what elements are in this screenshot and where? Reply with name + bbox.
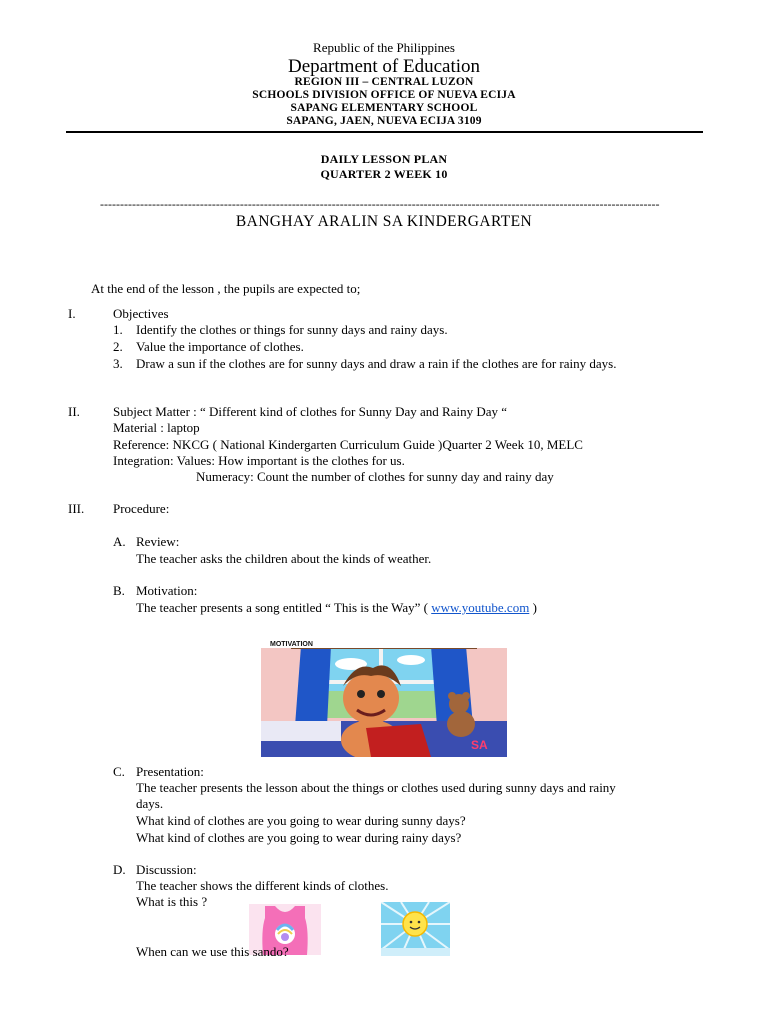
reference-text: Reference: NKCG ( National Kindergarten Curriculum Guide )Quarter 2 Week 10, MELC [113,437,583,452]
discussion-heading: Discussion: [136,862,197,877]
plan-quarter: QUARTER 2 WEEK 10 [320,167,448,181]
numeracy-text: Numeracy: Count the number of clothes for sunny day and rainy day [196,469,554,484]
motivation-heading: Motivation: [136,583,198,598]
presentation-letter: C. [113,764,125,779]
plan-title: DAILY LESSON PLAN [320,152,448,166]
review-heading: Review: [136,534,180,549]
motivation-video-image [261,636,507,757]
subject-numeral: II. [68,404,80,419]
dash-divider: -------------------------------------------------------------------------------------------------------------------------------------------- [100,197,660,211]
motivation-text [136,600,537,616]
objectives-heading: Objectives [113,306,169,321]
sun-image [381,902,450,956]
plan-subtitle: BANGHAY ARALIN SA KINDERGARTEN [235,213,533,230]
discussion-text: The teacher shows the different kinds of clothes. [136,878,389,893]
address-text: SAPANG, JAEN, NUEVA ECIJA 3109 [286,115,482,127]
objective-item: Identify the clothes or things for sunny days and rainy days. [136,322,448,337]
procedure-numeral: III. [68,501,85,516]
school-text: SAPANG ELEMENTARY SCHOOL [290,102,478,114]
presentation-text-cont: days. [136,796,164,811]
presentation-question: What kind of clothes are you going to wear during rainy days? [136,830,462,845]
review-text: The teacher asks the children about the kinds of weather. [136,551,432,566]
republic-text: Republic of the Philippines [313,40,455,55]
intro-text: At the end of the lesson , the pupils are expected to; [91,281,361,296]
region-text: REGION III – CENTRAL LUZON [294,76,474,88]
objective-item: Value the importance of clothes. [136,339,304,354]
motivation-image-label: MOTIVATION [270,641,313,648]
objective-item: Draw a sun if the clothes are for sunny days and draw a rain if the clothes are for rainy days. [136,356,617,371]
division-text: SCHOOLS DIVISION OFFICE OF NUEVA ECIJA [252,89,516,101]
objective-num: 1. [113,322,123,337]
presentation-heading: Presentation: [136,764,204,779]
objective-num: 3. [113,356,123,371]
discussion-question: When can we use this sando? [136,944,289,959]
youtube-link[interactable]: www.youtube.com [431,600,530,615]
header-rule [66,131,703,133]
subject-matter: Subject Matter : “ Different kind of clothes for Sunny Day and Rainy Day “ [113,404,507,419]
department-title: Department of Education [287,56,481,77]
motivation-text-before: The teacher presents a song entitled “ This is the Way” ( [136,600,432,615]
objective-num: 2. [113,339,123,354]
presentation-text: The teacher presents the lesson about the things or clothes used during sunny days and rainy [136,780,616,795]
discussion-question: What is this ? [136,894,208,909]
motivation-image-brand: SA [471,738,488,752]
integration-text: Integration: Values: How important is the clothes for us. [113,453,405,468]
motivation-text-after: ) [529,600,537,615]
discussion-letter: D. [113,862,126,877]
material-text: Material : laptop [113,420,200,435]
review-letter: A. [113,534,126,549]
motivation-letter: B. [113,583,125,598]
procedure-heading: Procedure: [113,501,170,516]
objectives-numeral: I. [68,306,76,321]
presentation-question: What kind of clothes are you going to wear during sunny days? [136,813,466,828]
